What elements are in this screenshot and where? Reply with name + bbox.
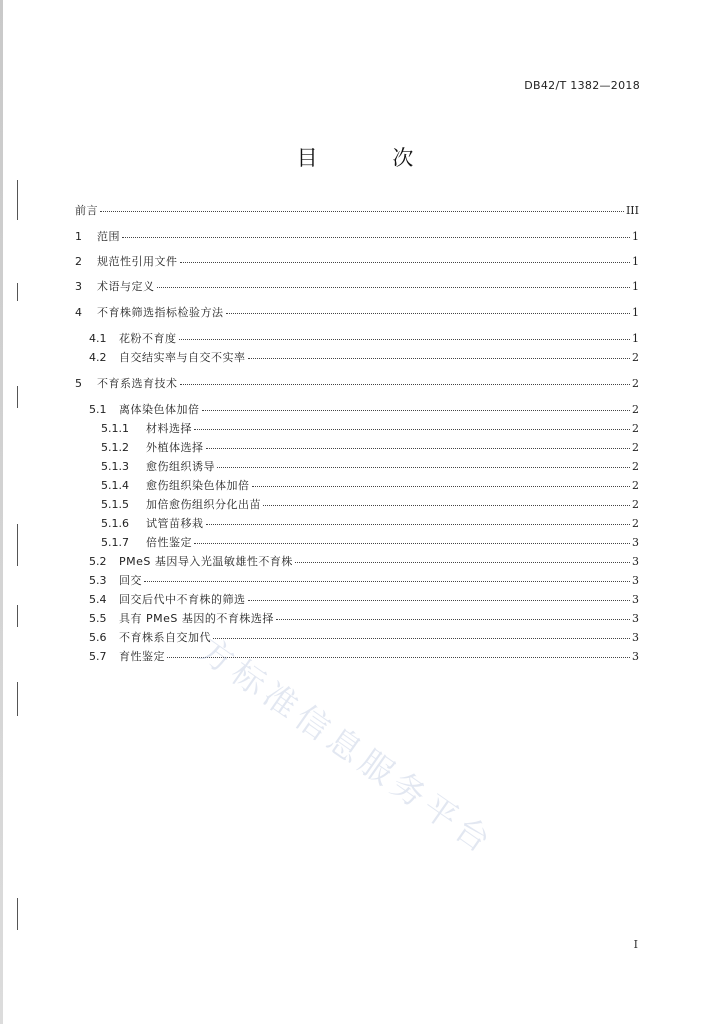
toc-entry-label: 具有 PMeS 基因的不育株选择 bbox=[119, 612, 274, 625]
toc-entry-label: 愈伤组织染色体加倍 bbox=[146, 479, 250, 492]
toc-dot-leader bbox=[157, 276, 631, 288]
toc-entry-label: 离体染色体加倍 bbox=[119, 403, 200, 416]
toc-entry[interactable] bbox=[101, 458, 639, 476]
toc-dot-leader bbox=[295, 551, 630, 563]
toc-entry-page: 1 bbox=[632, 306, 639, 319]
toc-entry-page: 3 bbox=[632, 555, 639, 568]
toc-entry-page: 3 bbox=[632, 650, 639, 663]
toc-entry-page: 2 bbox=[632, 403, 639, 416]
toc-entry[interactable] bbox=[89, 572, 639, 590]
scan-mark bbox=[17, 180, 18, 220]
toc-entry-label: 自交结实率与自交不实率 bbox=[119, 351, 246, 364]
toc-entry[interactable] bbox=[75, 228, 639, 246]
toc-entry-label: 加倍愈伤组织分化出苗 bbox=[146, 498, 261, 511]
toc-entry-page: 3 bbox=[632, 612, 639, 625]
toc-entry[interactable] bbox=[89, 401, 639, 419]
toc-entry-number: 5.7 bbox=[89, 650, 107, 663]
toc-dot-leader bbox=[217, 456, 630, 468]
toc-entry[interactable] bbox=[101, 534, 639, 552]
toc-dot-leader bbox=[144, 570, 630, 582]
toc-entry-page: 2 bbox=[632, 479, 639, 492]
toc-entry-label: 回交后代中不育株的筛选 bbox=[119, 593, 246, 606]
toc-entry-page: 1 bbox=[632, 332, 639, 345]
toc-entry-number: 5.4 bbox=[89, 593, 107, 606]
scan-mark bbox=[17, 898, 18, 930]
toc-entry-number: 2 bbox=[75, 255, 82, 268]
toc-entry-label: 不育株系自交加代 bbox=[119, 631, 211, 644]
toc-entry-number: 4.1 bbox=[89, 332, 107, 345]
toc-dot-leader bbox=[276, 608, 630, 620]
toc-entry[interactable] bbox=[101, 439, 639, 457]
toc-entry-number: 4 bbox=[75, 306, 82, 319]
toc-entry-page: III bbox=[625, 204, 639, 217]
toc-entry-page: 2 bbox=[632, 517, 639, 530]
toc-entry-number: 5.1 bbox=[89, 403, 107, 416]
toc-entry-number: 5.6 bbox=[89, 631, 107, 644]
toc-entry-number: 5.1.5 bbox=[101, 498, 129, 511]
toc-entry[interactable] bbox=[89, 553, 639, 571]
toc-entry-number: 5.1.2 bbox=[101, 441, 129, 454]
toc-entry[interactable] bbox=[101, 515, 639, 533]
scan-mark bbox=[17, 283, 18, 301]
toc-entry-label: 材料选择 bbox=[146, 422, 192, 435]
toc-dot-leader bbox=[226, 302, 631, 314]
toc-entry-page: 1 bbox=[632, 255, 639, 268]
toc-entry-label: 回交 bbox=[119, 574, 142, 587]
toc-entry-page: 3 bbox=[632, 593, 639, 606]
scan-mark bbox=[17, 682, 18, 716]
toc-entry-label: 倍性鉴定 bbox=[146, 536, 192, 549]
toc-entry[interactable] bbox=[89, 349, 639, 367]
toc-entry-number: 1 bbox=[75, 230, 82, 243]
toc-dot-leader bbox=[202, 399, 631, 411]
toc-entry-label: 育性鉴定 bbox=[119, 650, 165, 663]
toc-entry-number: 5.1.1 bbox=[101, 422, 129, 435]
toc-dot-leader bbox=[180, 373, 631, 385]
toc-entry-label: 花粉不育度 bbox=[119, 332, 177, 345]
watermark: 方标准信息服务平台 bbox=[192, 629, 503, 864]
scan-mark bbox=[17, 386, 18, 408]
toc-entry[interactable] bbox=[101, 496, 639, 514]
toc-dot-leader bbox=[248, 589, 631, 601]
document-code: DB42/T 1382—2018 bbox=[524, 79, 640, 92]
toc-entry-number: 4.2 bbox=[89, 351, 107, 364]
toc-dot-leader bbox=[122, 226, 630, 238]
toc-entry-page: 3 bbox=[632, 631, 639, 644]
toc-dot-leader bbox=[248, 347, 631, 359]
toc-entry[interactable] bbox=[89, 648, 639, 666]
toc-entry-page: 1 bbox=[632, 280, 639, 293]
toc-dot-leader bbox=[100, 200, 624, 212]
toc-entry-label: 术语与定义 bbox=[97, 280, 155, 293]
toc-entry-number: 5 bbox=[75, 377, 82, 390]
toc-entry-label: 愈伤组织诱导 bbox=[146, 460, 215, 473]
toc-entry[interactable] bbox=[75, 202, 639, 220]
toc-entry[interactable] bbox=[75, 253, 639, 271]
toc-entry-label: 范围 bbox=[97, 230, 120, 243]
toc-dot-leader bbox=[206, 437, 631, 449]
page-number: I bbox=[633, 938, 638, 951]
toc-entry-label: PMeS 基因导入光温敏雄性不育株 bbox=[119, 555, 293, 568]
toc-dot-leader bbox=[263, 494, 630, 506]
toc-dot-leader bbox=[180, 251, 631, 263]
toc-entry-label: 规范性引用文件 bbox=[97, 255, 178, 268]
toc-dot-leader bbox=[206, 513, 631, 525]
toc-entry-label: 外植体选择 bbox=[146, 441, 204, 454]
toc-entry[interactable] bbox=[75, 278, 639, 296]
toc-entry-page: 2 bbox=[632, 460, 639, 473]
toc-entry[interactable] bbox=[89, 629, 639, 647]
toc-entry-page: 3 bbox=[632, 574, 639, 587]
toc-entry[interactable] bbox=[89, 330, 639, 348]
toc-entry-number: 5.2 bbox=[89, 555, 107, 568]
toc-entry-number: 3 bbox=[75, 280, 82, 293]
toc-entry-page: 3 bbox=[632, 536, 639, 549]
toc-entry[interactable] bbox=[75, 375, 639, 393]
toc-dot-leader bbox=[194, 532, 630, 544]
scan-mark bbox=[17, 524, 18, 566]
toc-entry[interactable] bbox=[101, 420, 639, 438]
scan-mark bbox=[17, 605, 18, 627]
toc-entry-label: 不育系选育技术 bbox=[97, 377, 178, 390]
toc-entry-page: 2 bbox=[632, 422, 639, 435]
toc-dot-leader bbox=[252, 475, 631, 487]
toc-entry-number: 5.1.3 bbox=[101, 460, 129, 473]
toc-dot-leader bbox=[194, 418, 630, 430]
toc-entry-page: 1 bbox=[632, 230, 639, 243]
toc-entry[interactable] bbox=[101, 477, 639, 495]
toc-entry-label: 试管苗移栽 bbox=[146, 517, 204, 530]
toc-entry[interactable] bbox=[89, 591, 639, 609]
toc-title: 目 次 bbox=[296, 146, 448, 170]
toc-entry-page: 2 bbox=[632, 351, 639, 364]
toc-entry-number: 5.1.4 bbox=[101, 479, 129, 492]
toc-entry-label: 前言 bbox=[75, 204, 98, 217]
toc-dot-leader bbox=[179, 328, 631, 340]
toc-entry-number: 5.3 bbox=[89, 574, 107, 587]
toc-entry-page: 2 bbox=[632, 498, 639, 511]
toc-entry-page: 2 bbox=[632, 377, 639, 390]
toc-entry[interactable] bbox=[75, 304, 639, 322]
toc-entry-page: 2 bbox=[632, 441, 639, 454]
toc-dot-leader bbox=[213, 627, 630, 639]
toc-entry-number: 5.5 bbox=[89, 612, 107, 625]
toc-entry-label: 不育株筛选指标检验方法 bbox=[97, 306, 224, 319]
toc-entry-number: 5.1.7 bbox=[101, 536, 129, 549]
toc-entry[interactable] bbox=[89, 610, 639, 628]
toc-entry-number: 5.1.6 bbox=[101, 517, 129, 530]
